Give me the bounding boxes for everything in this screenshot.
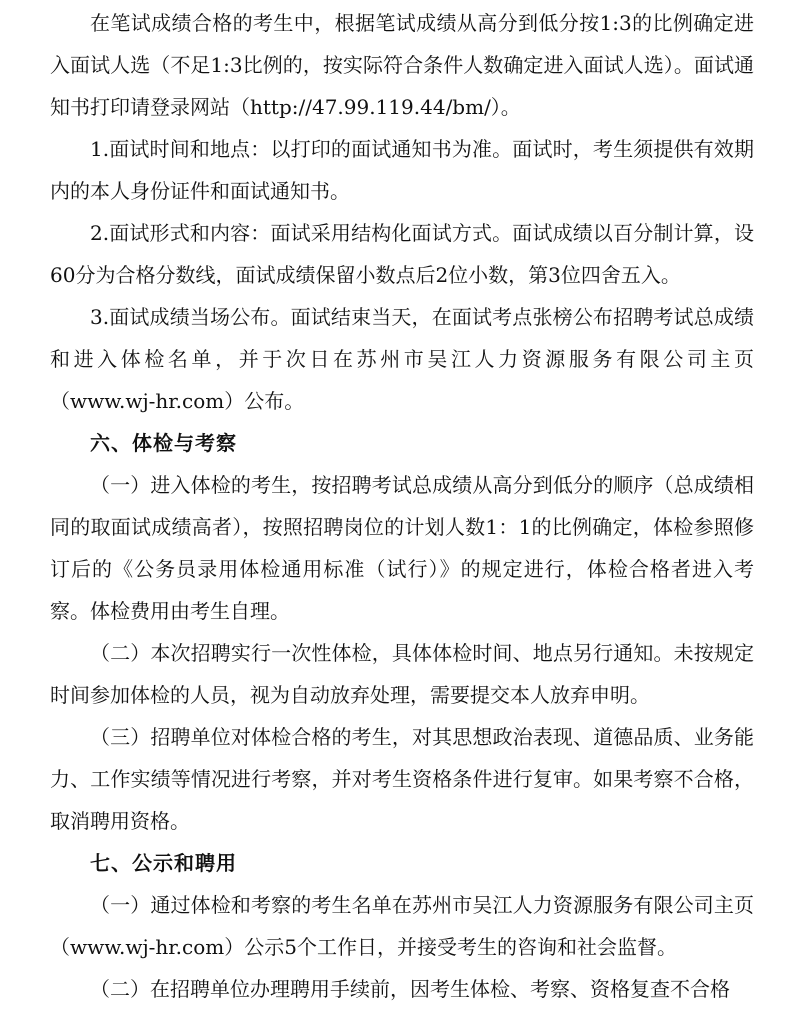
paragraph-publicity: （一）通过体检和考察的考生名单在苏州市吴江人力资源服务有限公司主页（www.wj-hr.com）公示5个工作日，并接受考生的咨询和社会监督。 [50,893,754,959]
paragraph-exam-schedule: （二）本次招聘实行一次性体检，具体体检时间、地点另行通知。未按规定时间参加体检的人员，视为自动放弃处理，需要提交本人放弃申明。 [50,641,754,707]
section-heading-publicity-hiring: 七、公示和聘用 [90,851,237,875]
paragraph-interview-selection: 在笔试成绩合格的考生中，根据笔试成绩从高分到低分按1:3的比例确定进入面试人选（不足1:3比例的，按实际符合条件人数确定进入面试人选）。面试通知书打印请登录网站（http://47.99.119.44/bm/）。 [50,11,754,119]
section-heading-physical-exam: 六、体检与考察 [90,431,237,455]
paragraph-interview-results: 3.面试成绩当场公布。面试结束当天，在面试考点张榜公布招聘考试总成绩和进入体检名单，并于次日在苏州市吴江人力资源服务有限公司主页（www.wj-hr.com）公布。 [50,305,754,413]
paragraph-hiring-procedure: （二）在招聘单位办理聘用手续前，因考生体检、考察、资格复查不合格 [90,977,730,1001]
paragraph-exam-selection: （一）进入体检的考生，按招聘考试总成绩从高分到低分的顺序（总成绩相同的取面试成绩高者），按照招聘岗位的计划人数1：1的比例确定，体检参照修订后的《公务员录用体检通用标准（试行）》的规定进行，体检合格者进入考察。体检费用由考生自理。 [50,473,754,623]
paragraph-interview-format: 2.面试形式和内容：面试采用结构化面试方式。面试成绩以百分制计算，设60分为合格分数线，面试成绩保留小数点后2位小数，第3位四舍五入。 [50,221,754,287]
paragraph-inspection: （三）招聘单位对体检合格的考生，对其思想政治表现、道德品质、业务能力、工作实绩等情况进行考察，并对考生资格条件进行复审。如果考察不合格，取消聘用资格。 [50,725,754,833]
paragraph-interview-time-place: 1.面试时间和地点：以打印的面试通知书为准。面试时，考生须提供有效期内的本人身份证件和面试通知书。 [50,137,754,203]
